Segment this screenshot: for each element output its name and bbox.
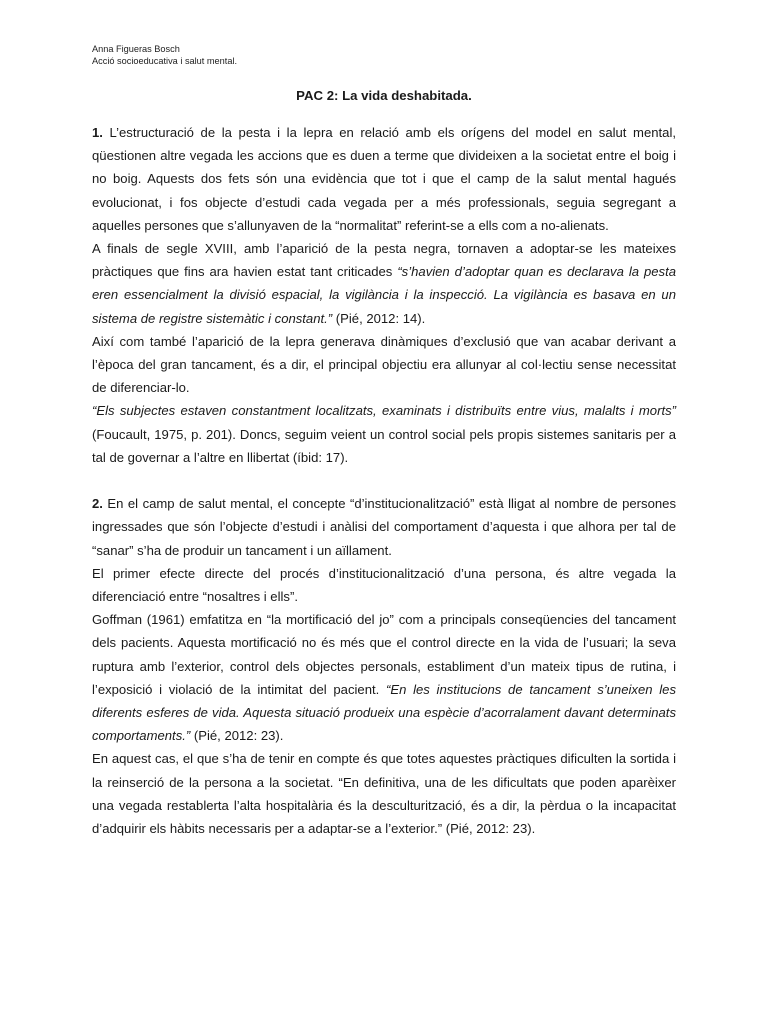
- section-1-p1-text: L’estructuració de la pesta i la lepra en relació amb els orígens del model en salut mental, qüestionen altre vegada les accions que es duen a terme que divideixen a la societat entre el boig i no boig. Aquests dos fets són una evidència que tot i que el camp de la salut mental hagués evolucionat, i fos objecte d’estudi cada vegada per a més professionals, seguia segregant a aquelles persones que s’allunyaven de la “normalitat” referint-se a ells com a no-alienats.: [92, 125, 676, 233]
- section-1-paragraph-1: [92, 121, 676, 237]
- section-2-p3-text-b: (Pié, 2012: 23).: [190, 728, 284, 744]
- section-2-p3-text-a: Goffman (1961) emfatitza en “la mortificació del jo” com a principals conseqüencies del tancament dels pacients. Aquesta mortificació no és més que el control directe en la vida de l’usuari; la seva ruptura amb l’exterior, control dels objectes personals, establiment d’un mateix tipus de rutina, i l’exposició i violació de la intimitat del pacient.: [92, 612, 676, 697]
- section-1-p2-quote: “s’havien d’adoptar quan es declarava la pesta eren essencialment la divisió espacial, la vigilància i la inspecció. La vigilància es basava en un sistema de registre sistemàtic i constant.”: [92, 264, 676, 326]
- document-body: [92, 121, 676, 840]
- section-1-paragraph-4: [92, 399, 676, 469]
- section-1-p4-quote: “Els subjectes estaven constantment localitzats, examinats i distribuïts entre vius, malalts i morts”: [92, 403, 676, 419]
- section-2-paragraph-4: En aquest cas, el que s’ha de tenir en compte és que totes aquestes pràctiques dificulten la sortida i la reinserció de la persona a la societat. “En definitiva, una de les dificultats que poden aparèixer una vegada restablerta l’alta hospitalària és la desculturització, és a dir, la pèrdua o la incapacitat d’adquirir els hàbits necessaris per a adaptar-se a l’exterior.” (Pié, 2012: 23).: [92, 751, 676, 837]
- course-name: Acció socioeducativa i salut mental.: [92, 56, 238, 66]
- document-title: PAC 2: La vida deshabitada.: [296, 88, 472, 103]
- section-2-number: 2.: [92, 496, 103, 512]
- section-2-p1-text: En el camp de salut mental, el concepte “d’institucionalització” està lligat al nombre de persones ingressades que són l’objecte d’estudi i anàlisi del comportament d’aquesta i que alhora per tal de “sanar” s’ha de produir un tancament i un aïllament.: [92, 496, 676, 558]
- section-1-p2-text-b: (Pié, 2012: 14).: [332, 310, 426, 326]
- section-1-paragraph-3: Així com també l’aparició de la lepra generava dinàmiques d’exclusió que van acabar derivant a l’època del gran tancament, és a dir, el principal objectiu era allunyar al col·lectiu sense necessitat de diferenciar-lo.: [92, 333, 676, 396]
- section-2-paragraph-2: El primer efecte directe del procés d’institucionalització d’una persona, és altre vegada la diferenciació entre “nosaltres i ells”.: [92, 565, 676, 605]
- section-1-paragraph-2: [92, 237, 676, 330]
- section-2-paragraph-3: [92, 608, 676, 747]
- section-gap: [92, 469, 676, 492]
- section-1-p4-text: (Foucault, 1975, p. 201). Doncs, seguim veient un control social pels propis sistemes sanitaris per a tal de governar a l’altre en llibertat (íbid: 17).: [92, 426, 676, 465]
- section-2-p3-quote: “En les institucions de tancament s’uneixen les diferents esferes de vida. Aquesta situació produeix una espècie d’acorralament davant determinats comportaments.”: [92, 681, 676, 744]
- section-1-number: 1.: [92, 125, 103, 140]
- page-header: [92, 43, 237, 67]
- author-name: Anna Figueras Bosch: [92, 44, 180, 54]
- section-2-paragraph-1: [92, 492, 676, 562]
- section-1-p2-text-a: A finals de segle XVIII, amb l’aparició de la pesta negra, tornaven a adoptar-se les mateixes pràctiques que fins ara havien estat tant criticades: [92, 241, 676, 280]
